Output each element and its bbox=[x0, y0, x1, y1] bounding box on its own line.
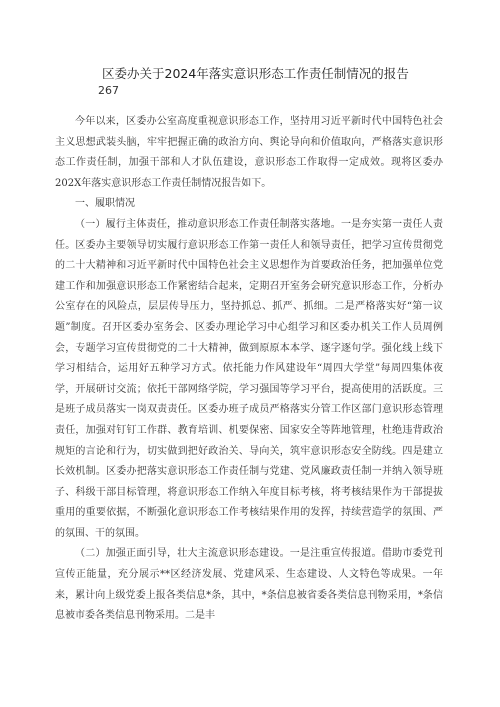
body-paragraph-1: （一）履行主体责任，推动意识形态工作责任制落实落地。一是夯实第一责任人责任。区委办主要领导切实履行意识形态工作第一责任人和领导责任，把学习宣传贯彻党的二十大精神和习近平新时代中国特色社会主义思想作为首要政治任务，把加强单位党建工作和加强意识形态工作紧密结合起来，定期召开室务会研究意识形态工作，分析办公室存在的风险点，层层传导压力，坚持抓总、抓严、抓细。二是严格落实好“第一议题”制度。召开区委办室务会、区委办理论学习中心组学习和区委办机关工作人员周例会，专题学习宣传贯彻党的二十大精神，做到原原本本学、逐字逐句学。强化线上线下学习相结合，运用好五种学习方式。依托能力作风建设年“周四大学堂”每周四集体夜学，开展研讨交流；依托干部网络学院，学习强国等学习平台，提高使用的活跃度。三是班子成员落实一岗双责责任。区委办班子成员严格落实分管工作区部门意识形态管理责任，加强对钉钉工作群、教育培训、机要保密、国家安全等阵地管理，杜绝违背政治规矩的言论和行为，切实做到把好政治关、导向关，筑牢意识形态安全防线。四是建立长效机制。区委办把落实意识形态工作责任制与党建、党风廉政责任制一并纳入领导班子、科级干部目标管理，将意识形态工作纳入年度目标考核，将考核结果作为干部提拔重用的重要依据，不断强化意识形态工作考核结果作用的发挥，持续营造学的氛围、严的氛围、干的氛围。 bbox=[55, 218, 443, 539]
section-heading: 一、履职情况 bbox=[75, 198, 135, 210]
body-paragraph-2: （二）加强正面引导，壮大主流意识形态建设。一是注重宣传报道。借助市委党刊宣传正能量，充分展示**区经济发展、党建风采、生态建设、人文特色等成果。一年来，累计向上级党委上报各类信息*条，其中，*条信息被省委各类信息刊物采用，*条信息被市委各类信息刊物采用。二是丰 bbox=[55, 548, 443, 622]
document-body bbox=[55, 112, 443, 627]
intro-paragraph: 今年以来，区委办公室高度重视意识形态工作，坚持用习近平新时代中国特色社会主义思想武装头脑，牢牢把握正确的政治方向、舆论导向和价值取向，严格落实意识形态工作责任制，加强干部和人才队伍建设，意识形态工作取得一定成效。现将区委办202X年落实意识形态工作责任制情况报告如下。 bbox=[55, 116, 443, 189]
document-title: 区委办关于2024年落实意识形态工作责任制情况的报告 bbox=[102, 66, 409, 81]
document-number: 267 bbox=[98, 84, 119, 97]
